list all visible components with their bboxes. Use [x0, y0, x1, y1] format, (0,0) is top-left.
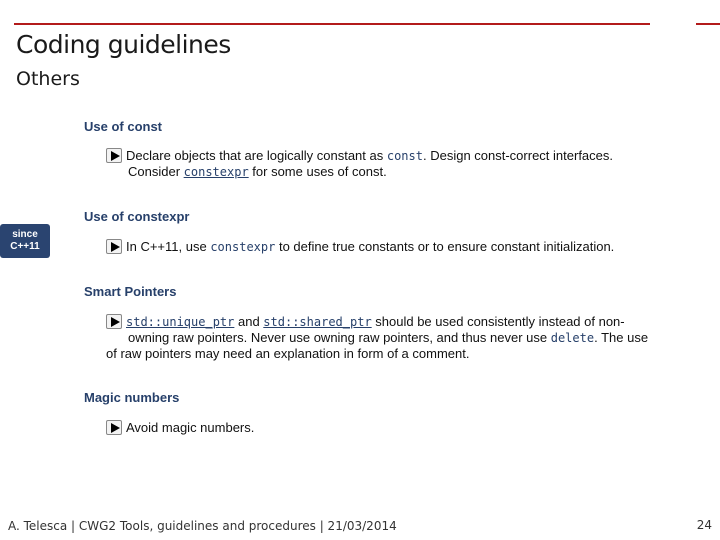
- pointers-text-and: and: [234, 314, 264, 329]
- heading-smart-pointers: Smart Pointers: [84, 284, 177, 299]
- play-arrow-icon: [106, 314, 122, 329]
- code-link-constexpr[interactable]: constexpr: [183, 165, 249, 179]
- heading-use-of-constexpr: Use of constexpr: [84, 209, 190, 224]
- pointers-third-line: of raw pointers may need an explanation in form of a comment.: [106, 346, 470, 361]
- code-link-shared-ptr[interactable]: std::shared_ptr: [263, 315, 372, 329]
- heading-use-of-const: Use of const: [84, 119, 163, 134]
- pointers-text-2: owning raw pointers. Never use owning raw pointers, and thus never use: [128, 330, 551, 345]
- pointers-second-line: [106, 330, 696, 346]
- header-rule-right: [696, 23, 720, 25]
- code-constexpr: constexpr: [210, 240, 276, 254]
- const-text-4: for some uses of const.: [248, 164, 387, 179]
- bullet-smart-pointers: [106, 314, 696, 362]
- const-text-1: Declare objects that are logically constant as: [126, 148, 387, 163]
- const-text-3: Consider: [128, 164, 184, 179]
- bullet-magic-numbers: [106, 420, 696, 436]
- badge-line-1: since: [12, 229, 38, 240]
- slide-title: Coding guidelines: [16, 30, 231, 59]
- page-number: 24: [696, 518, 712, 532]
- const-text-2: . Design const-correct interfaces.: [422, 148, 614, 163]
- play-arrow-icon: [106, 420, 122, 435]
- bullet-const: [106, 148, 696, 180]
- code-link-unique-ptr[interactable]: std::unique_ptr: [126, 315, 235, 329]
- magic-text: Avoid magic numbers.: [126, 420, 255, 435]
- bullet-constexpr: [106, 239, 696, 255]
- code-delete: delete: [550, 331, 595, 345]
- heading-magic-numbers: Magic numbers: [84, 390, 180, 405]
- constexpr-text-1: In C++11, use: [126, 239, 211, 254]
- footer-text: A. Telesca | CWG2 Tools, guidelines and procedures | 21/03/2014: [8, 519, 397, 533]
- header-rule-left: [14, 23, 650, 25]
- const-second-line: [106, 164, 696, 180]
- play-arrow-icon: [106, 148, 122, 163]
- play-arrow-icon: [106, 239, 122, 254]
- constexpr-text-2: to define true constants or to ensure constant initialization.: [275, 239, 615, 254]
- pointers-text-1: should be used consistently instead of non-: [371, 314, 625, 329]
- pointers-text-3: . The use: [594, 330, 649, 345]
- slide-subtitle: Others: [16, 68, 80, 90]
- badge-line-2: C++11: [10, 241, 40, 252]
- code-const: const: [386, 149, 423, 163]
- since-cpp11-badge: [0, 224, 50, 258]
